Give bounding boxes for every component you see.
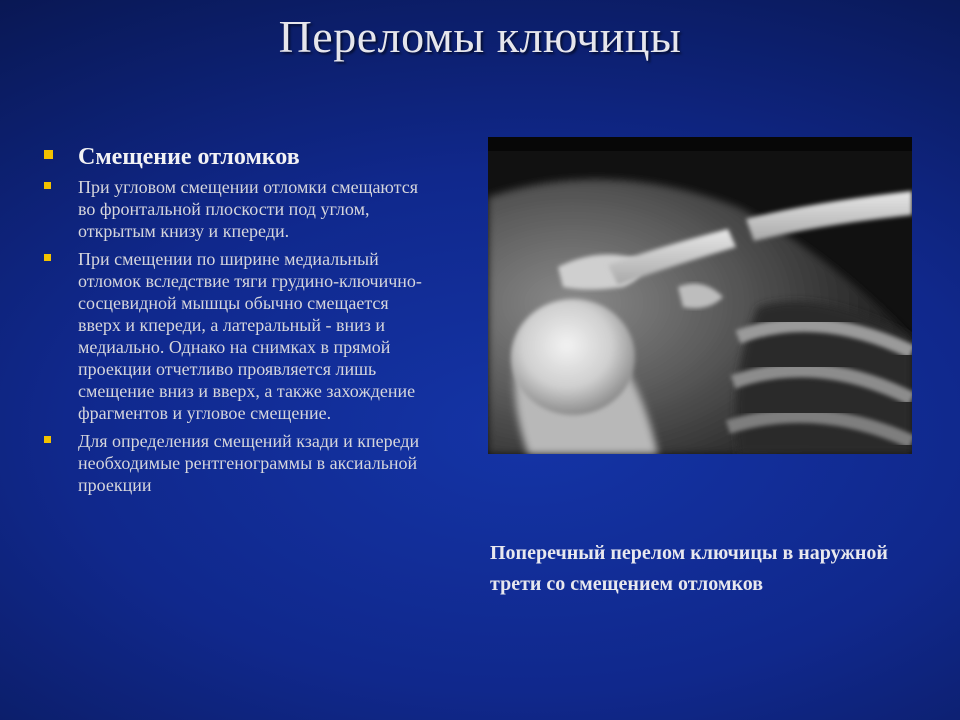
- image-caption: Поперечный перелом ключицы в наружной трети со смещением отломков: [490, 542, 888, 595]
- square-bullet-icon: [44, 436, 51, 443]
- square-bullet-icon: [44, 182, 51, 189]
- xray-image: [488, 137, 912, 454]
- bullet-list: [44, 142, 424, 502]
- xray-illustration: [488, 137, 912, 454]
- bullet-item-heading: [44, 142, 424, 172]
- bullet-item: [44, 430, 424, 496]
- bullet-item: [44, 248, 424, 424]
- bullet-text: Смещение отломков: [78, 144, 300, 170]
- bullet-item: [44, 176, 424, 242]
- bullet-text: При угловом смещении отломки смещаются во фронтальной плоскости под углом, открытым книзу и кпереди.: [78, 177, 418, 241]
- bullet-text: Для определения смещений кзади и кпереди необходимые рентгенограммы в аксиальной проекции: [78, 431, 420, 495]
- square-bullet-icon: [44, 150, 53, 159]
- bullet-text: При смещении по ширине медиальный отломок вследствие тяги грудино-ключично-сосцевидной мышцы обычно смещается вверх и кпереди, а латеральный - вниз и медиально. Однако на снимках в прямой проекции отчетливо проявляется лишь смещение вниз и вверх, а также захождение фрагментов и угловое смещение.: [78, 249, 422, 423]
- square-bullet-icon: [44, 254, 51, 261]
- slide-title: Переломы ключицы: [278, 11, 682, 62]
